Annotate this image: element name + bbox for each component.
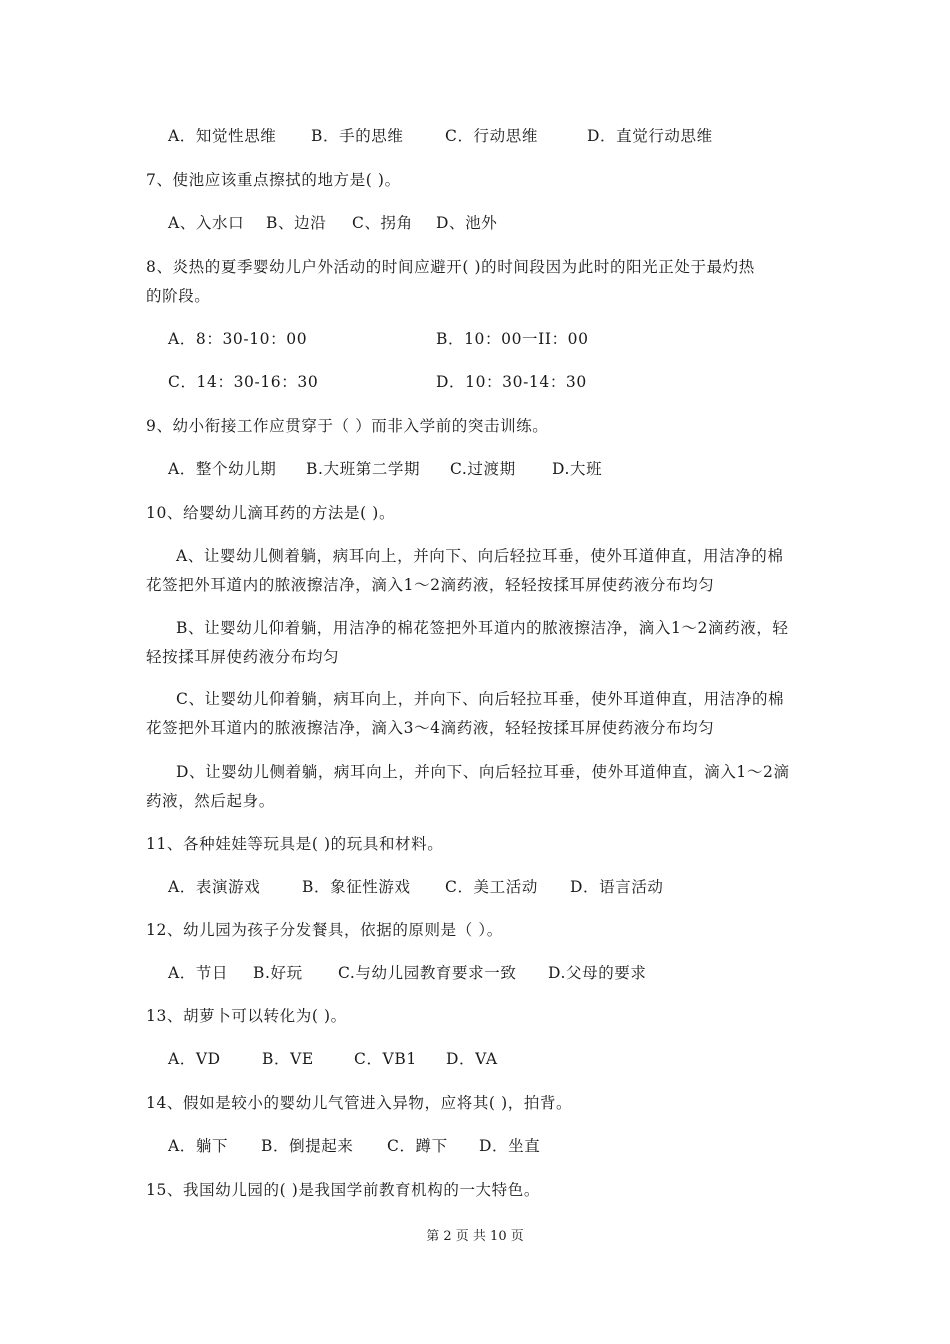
q10-option-d-line1: D、让婴幼儿侧着躺，病耳向上，并向下、向后轻拉耳垂，使外耳道伸直，滴入1～2滴 <box>176 763 790 781</box>
q14-option-c: C．蹲下 <box>387 1137 448 1155</box>
q9-options <box>168 459 602 479</box>
q10-option-a-line2: 花签把外耳道内的脓液擦洁净，滴入1～2滴药液，轻轻按揉耳屏使药液分布均匀 <box>146 576 715 594</box>
q11-option-b: B．象征性游戏 <box>302 878 411 896</box>
q9-option-a: A．整个幼儿期 <box>168 460 277 478</box>
q7-option-d: D、池外 <box>436 214 498 232</box>
q13-option-b: B．VE <box>262 1050 314 1068</box>
q10-option-a-line1: A、让婴幼儿侧着躺，病耳向上，并向下、向后轻拉耳垂，使外耳道伸直，用洁净的棉 <box>176 547 784 565</box>
q6-option-c: C．行动思维 <box>445 127 538 145</box>
q12-option-d: D.父母的要求 <box>548 964 647 982</box>
q7-option-b: B、边沿 <box>266 214 327 232</box>
q10-option-c-line2: 花签把外耳道内的脓液擦洁净，滴入3～4滴药液，轻轻按揉耳屏使药液分布均匀 <box>146 719 715 737</box>
q12-option-c: C.与幼儿园教育要求一致 <box>338 964 517 982</box>
q11-stem: 11、各种娃娃等玩具是( )的玩具和材料。 <box>146 835 444 853</box>
q7-option-a: A、入水口 <box>168 214 245 232</box>
q7-options <box>168 213 497 233</box>
q14-option-d: D．坐直 <box>479 1137 541 1155</box>
q7-stem: 7、使池应该重点擦拭的地方是( )。 <box>146 171 401 189</box>
q11-option-c: C．美工活动 <box>445 878 538 896</box>
q14-option-a: A．躺下 <box>168 1137 229 1155</box>
q8-stem-line1: 8、炎热的夏季婴幼儿户外活动的时间应避开( )的时间段因为此时的阳光正处于最灼热 <box>146 258 755 276</box>
q8-option-d: D．10：30-14：30 <box>436 373 587 391</box>
q14-stem: 14、假如是较小的婴幼儿气管进入异物，应将其( )，拍背。 <box>146 1094 573 1112</box>
q14-option-b: B．倒提起来 <box>261 1137 354 1155</box>
q13-stem: 13、胡萝卜可以转化为( )。 <box>146 1007 347 1025</box>
q10-option-b-line1: B、让婴幼儿仰着躺，用洁净的棉花签把外耳道内的脓液擦洁净，滴入1～2滴药液，轻 <box>176 619 789 637</box>
q13-options <box>168 1049 498 1069</box>
q13-option-d: D．VA <box>446 1050 498 1068</box>
q6-option-b: B．手的思维 <box>311 127 404 145</box>
q11-options <box>168 877 664 897</box>
q7-option-c: C、拐角 <box>352 214 413 232</box>
q6-option-a: A．知觉性思维 <box>168 127 277 145</box>
page-number-footer: 第 2 页 共 10 页 <box>426 1229 524 1244</box>
q15-stem: 15、我国幼儿园的( )是我国学前教育机构的一大特色。 <box>146 1181 540 1199</box>
q13-option-a: A．VD <box>168 1050 221 1068</box>
q8-option-b: B．10：00一II：00 <box>436 330 589 348</box>
q10-option-d-line2: 药液，然后起身。 <box>146 792 275 810</box>
q9-option-c: C.过渡期 <box>450 460 516 478</box>
q12-options <box>168 963 647 983</box>
q10-option-b-line2: 轻按揉耳屏使药液分布均匀 <box>146 648 340 666</box>
q12-option-a: A．节日 <box>168 964 229 982</box>
q10-stem: 10、给婴幼儿滴耳药的方法是( )。 <box>146 504 396 522</box>
q8-stem-line2: 的阶段。 <box>146 287 211 305</box>
q8-options-row2 <box>168 372 587 392</box>
q11-option-d: D．语言活动 <box>570 878 664 896</box>
q13-option-c: C．VB1 <box>354 1050 417 1068</box>
q9-stem: 9、幼小衔接工作应贯穿于（ ）而非入学前的突击训练。 <box>146 417 549 435</box>
q14-options <box>168 1136 540 1156</box>
q12-stem: 12、幼儿园为孩子分发餐具，依据的原则是（ ）。 <box>146 921 503 939</box>
q6-option-d: D．直觉行动思维 <box>587 127 713 145</box>
q6-options <box>168 126 713 146</box>
q9-option-d: D.大班 <box>552 460 603 478</box>
q12-option-b: B.好玩 <box>253 964 303 982</box>
q8-options-row1 <box>168 329 589 349</box>
q9-option-b: B.大班第二学期 <box>306 460 421 478</box>
q8-option-a: A．8：30-10：00 <box>168 330 308 348</box>
q8-option-c: C．14：30-16：30 <box>168 373 319 391</box>
q11-option-a: A．表演游戏 <box>168 878 261 896</box>
q10-option-c-line1: C、让婴幼儿仰着躺，病耳向上，并向下、向后轻拉耳垂，使外耳道伸直，用洁净的棉 <box>176 690 785 708</box>
